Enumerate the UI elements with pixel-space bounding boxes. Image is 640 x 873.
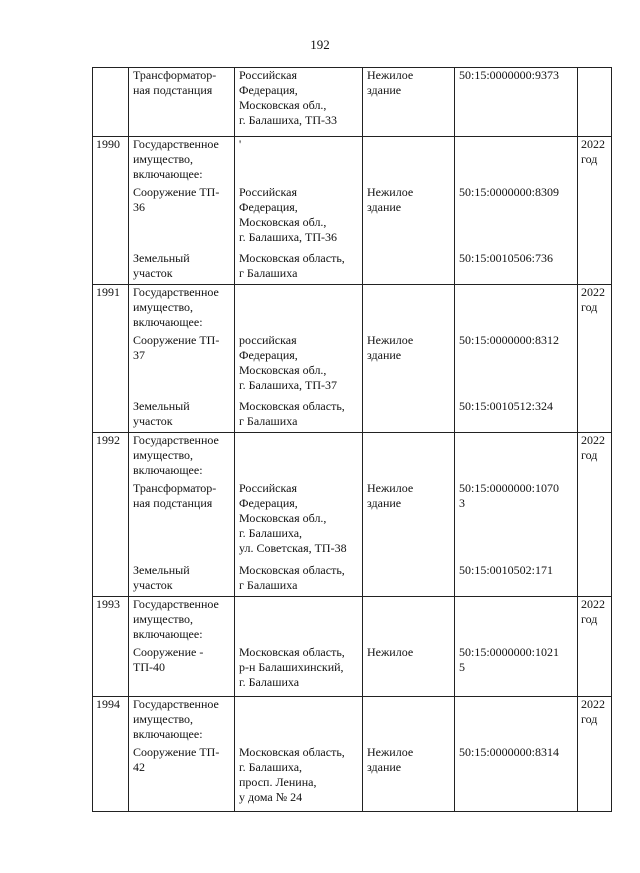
object-address: Российская Федерация, Московская обл., г. Балашиха, ТП-36 xyxy=(239,185,338,244)
row-number: 1992 xyxy=(96,433,120,447)
object-address: Московская область, г Балашиха xyxy=(239,399,345,428)
object-name: Земельный участок xyxy=(133,399,190,428)
object-type: Нежилое здание xyxy=(367,745,414,774)
object-type: Нежилое здание xyxy=(367,481,414,510)
group-lead-cadastral-spacer xyxy=(455,697,577,745)
object-type xyxy=(363,563,454,596)
object-address: Московская область, р-н Балашихинский, г. Балашиха xyxy=(239,645,345,689)
cadastral-number-cell xyxy=(455,285,578,433)
object-name-cell xyxy=(129,285,235,433)
table-row xyxy=(93,697,612,812)
cadastral-number: 50:15:0000000:8309 xyxy=(459,185,560,199)
row-number: 1993 xyxy=(96,597,120,611)
row-number: 1994 xyxy=(96,697,120,711)
group-lead-cadastral-spacer xyxy=(455,597,577,645)
cadastral-number: 50:15:0000000:1070 3 xyxy=(459,481,560,510)
group-lead-text: Государственное имущество, включающее: xyxy=(133,285,219,329)
object-type: Нежилое здание xyxy=(367,185,414,214)
object-address: Московская область, г Балашиха xyxy=(239,563,345,592)
object-name: Трансформатор- ная подстанция xyxy=(133,68,217,97)
group-lead-type-spacer xyxy=(363,433,454,481)
property-registry-table xyxy=(92,67,612,812)
group-lead-address xyxy=(235,285,362,333)
year-value: 2022 год xyxy=(581,597,605,626)
object-name-cell xyxy=(129,433,235,597)
object-type-cell xyxy=(363,697,455,812)
object-name: Сооружение ТП- 37 xyxy=(133,333,220,362)
cadastral-number: 50:15:0000000:1021 5 xyxy=(459,645,560,674)
object-address: российская Федерация, Московская обл., г. Балашиха, ТП-37 xyxy=(239,333,338,392)
cadastral-number-cell xyxy=(455,137,578,285)
cadastral-number-cell xyxy=(455,433,578,597)
row-number-cell xyxy=(93,697,129,812)
address-cell xyxy=(235,285,363,433)
group-lead-cadastral-spacer xyxy=(455,433,577,481)
cadastral-number: 50:15:0010512:324 xyxy=(459,399,554,413)
object-type-cell xyxy=(363,597,455,697)
group-lead-address xyxy=(235,433,362,481)
group-lead-address xyxy=(235,597,362,645)
object-address: Российская Федерация, Московская обл., г. Балашиха, ул. Советская, ТП-38 xyxy=(239,481,347,555)
object-name: Земельный участок xyxy=(133,563,190,592)
group-lead-text: Государственное имущество, включающее: xyxy=(133,697,219,741)
cadastral-number: 50:15:0010502:171 xyxy=(459,563,554,577)
registry-body xyxy=(93,68,612,812)
object-address: Московская область, г Балашиха xyxy=(239,251,345,280)
row-number-cell xyxy=(93,597,129,697)
object-type xyxy=(363,251,454,284)
address-cell xyxy=(235,68,363,137)
object-name: Земельный участок xyxy=(133,251,190,280)
address-cell xyxy=(235,597,363,697)
table-row xyxy=(93,137,612,285)
row-number: 1991 xyxy=(96,285,120,299)
cadastral-number-cell xyxy=(455,68,578,137)
year-cell xyxy=(578,697,612,812)
cadastral-number: 50:15:0000000:9373 xyxy=(459,68,560,82)
row-number-cell xyxy=(93,285,129,433)
row-number: 1990 xyxy=(96,137,120,151)
row-number-cell xyxy=(93,137,129,285)
group-lead-cadastral-spacer xyxy=(455,137,577,185)
object-name-cell xyxy=(129,137,235,285)
table-row xyxy=(93,68,612,137)
group-lead-text: Государственное имущество, включающее: xyxy=(133,433,219,477)
address-cell xyxy=(235,433,363,597)
object-type: Нежилое здание xyxy=(367,333,414,362)
year-value: 2022 год xyxy=(581,285,605,314)
year-value: 2022 год xyxy=(581,137,605,166)
year-cell xyxy=(578,68,612,137)
cadastral-number-cell xyxy=(455,597,578,697)
object-address: Московская область, г. Балашиха, просп. Ленина, у дома № 24 xyxy=(239,745,345,804)
group-lead-type-spacer xyxy=(363,697,454,745)
year-cell xyxy=(578,597,612,697)
address-cell xyxy=(235,697,363,812)
object-type xyxy=(363,399,454,432)
group-lead-type-spacer xyxy=(363,597,454,645)
object-type: Нежилое xyxy=(367,645,414,659)
table-row xyxy=(93,597,612,697)
year-cell xyxy=(578,285,612,433)
object-name: Трансформатор- ная подстанция xyxy=(133,481,217,510)
row-number-cell xyxy=(93,433,129,597)
cadastral-number-cell xyxy=(455,697,578,812)
group-lead-cadastral-spacer xyxy=(455,285,577,333)
year-cell xyxy=(578,137,612,285)
object-name: Сооружение ТП- 42 xyxy=(133,745,220,774)
year-value: 2022 год xyxy=(581,433,605,462)
object-type: Нежилое здание xyxy=(367,68,414,97)
group-lead-type-spacer xyxy=(363,137,454,185)
object-type-cell xyxy=(363,433,455,597)
table-row xyxy=(93,285,612,433)
object-name-cell xyxy=(129,697,235,812)
object-type-cell xyxy=(363,68,455,137)
object-name-cell xyxy=(129,597,235,697)
object-type-cell xyxy=(363,285,455,433)
year-cell xyxy=(578,433,612,597)
cadastral-number: 50:15:0000000:8312 xyxy=(459,333,560,347)
object-type-cell xyxy=(363,137,455,285)
object-address: Российская Федерация, Московская обл., г. Балашиха, ТП-33 xyxy=(239,68,338,127)
year-value: 2022 год xyxy=(581,697,605,726)
group-lead-type-spacer xyxy=(363,285,454,333)
year-value xyxy=(578,68,611,98)
table-row xyxy=(93,433,612,597)
object-name: Сооружение - ТП-40 xyxy=(133,645,204,674)
cadastral-number: 50:15:0010506:736 xyxy=(459,251,554,265)
group-lead-address: ' xyxy=(239,137,242,151)
group-lead-text: Государственное имущество, включающее: xyxy=(133,597,219,641)
row-number xyxy=(93,68,128,83)
row-number-cell xyxy=(93,68,129,137)
page-number: 192 xyxy=(310,37,330,52)
object-name-cell xyxy=(129,68,235,137)
address-cell xyxy=(235,137,363,285)
cadastral-number: 50:15:0000000:8314 xyxy=(459,745,560,759)
group-lead-text: Государственное имущество, включающее: xyxy=(133,137,219,181)
group-lead-address xyxy=(235,697,362,745)
object-name: Сооружение ТП- 36 xyxy=(133,185,220,214)
